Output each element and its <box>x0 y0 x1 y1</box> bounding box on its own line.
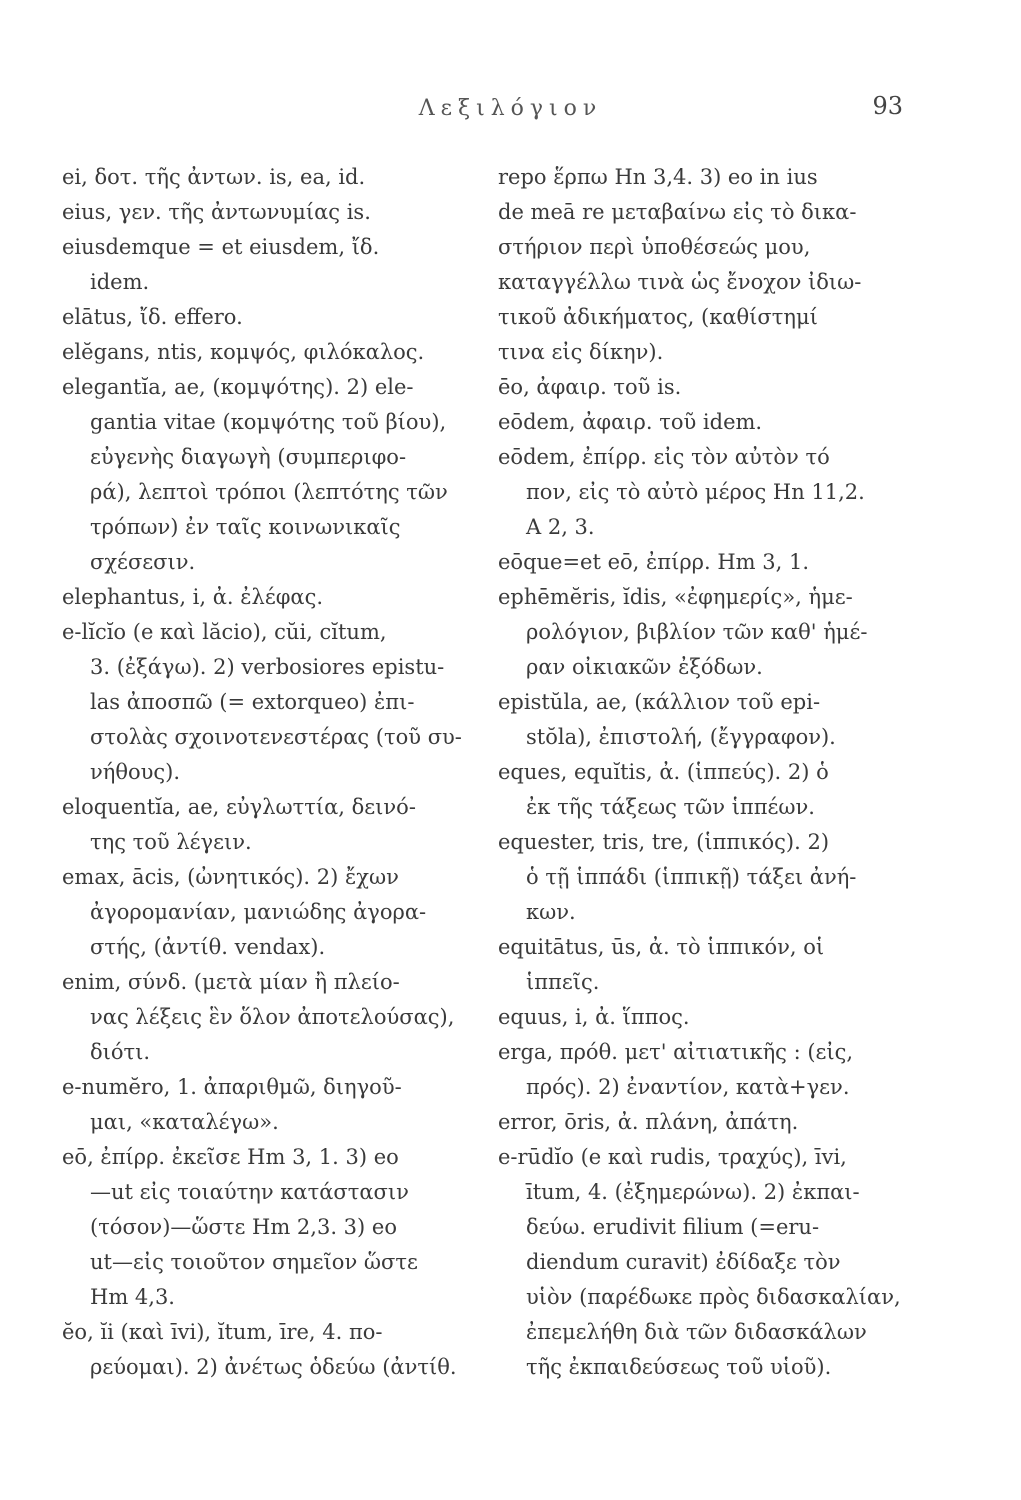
entry-line: epistŭla, ae, (κάλλιον τοῦ epi- <box>498 690 821 714</box>
entry-line: νας λέξεις ἓν ὅλον ἀποτελούσας), <box>90 1005 455 1029</box>
entry-line: eloquentĭa, ae, εὐγλωττία, δεινό- <box>62 795 416 819</box>
entry-line: ραν οἰκιακῶν ἐξόδων. <box>526 655 763 679</box>
entry-line: ρολόγιον, βιβλίον τῶν καθ' ἡμέ- <box>526 620 868 644</box>
entry-line: ἐκ τῆς τάξεως τῶν ἱππέων. <box>526 795 815 819</box>
entry-line: enim, σύνδ. (μετὰ μίαν ἢ πλείο- <box>62 970 400 994</box>
entry-line: elegantĭa, ae, (κομψότης). 2) ele- <box>62 375 414 399</box>
entry-line: καταγγέλλω τινὰ ὡς ἔνοχον ἰδιω- <box>498 270 862 294</box>
entry-line: eques, equĭtis, ἀ. (ἱππεύς). 2) ὁ <box>498 760 829 784</box>
entry-line: elātus, ἴδ. effero. <box>62 305 243 329</box>
entry-line: τινα εἰς δίκην). <box>498 340 664 364</box>
entry-line: (τόσον)—ὥστε Hm 2,3. 3) eo <box>90 1215 397 1239</box>
entry-line: A 2, 3. <box>526 515 595 539</box>
entry-line: της τοῦ λέγειν. <box>90 830 252 854</box>
entry-line: τρόπων) ἐν ταῖς κοινωνικαῖς <box>90 515 401 539</box>
entry-line: e-rūdĭo (e καὶ rudis, τραχύς), īvi, <box>498 1145 847 1169</box>
entry-line: 3. (ἐξάγω). 2) verbosiores epistu- <box>90 655 445 679</box>
entry-line: eō, ἐπίρρ. ἐκεῖσε Hm 3, 1. 3) eo <box>62 1145 399 1169</box>
entry-line: emax, ācis, (ὠνητικός). 2) ἔχων <box>62 865 399 889</box>
entry-line: ἱππεῖς. <box>526 970 600 994</box>
running-title: Λεξιλόγιον <box>418 96 603 121</box>
page-number: 93 <box>872 92 903 120</box>
entry-line: ĕo, ĭi (καὶ īvi), ĭtum, īre, 4. πο- <box>62 1320 383 1344</box>
entry-line: idem. <box>90 270 150 294</box>
entry-line: ītum, 4. (ἐξημερώνω). 2) ἐκπαι- <box>526 1180 860 1204</box>
entry-line: ἐπεμελήθη διὰ τῶν διδασκάλων <box>526 1320 867 1344</box>
entry-line: de meā re μεταβαίνω εἰς τὸ δικα- <box>498 200 857 224</box>
entry-line: Hm 4,3. <box>90 1285 175 1309</box>
entry-line: ἀγορομανίαν, μανιώδης ἀγορα- <box>90 900 427 924</box>
entry-line: ut—εἰς τοιοῦτον σημεῖον ὥστε <box>90 1250 418 1274</box>
entry-line: τικοῦ ἀδικήματος, (καθίστημί <box>498 305 818 329</box>
entry-line: elĕgans, ntis, κομψός, φιλόκαλος. <box>62 340 425 364</box>
entry-line: στήριον περὶ ὑποθέσεώς μου, <box>498 235 811 259</box>
entry-line: ei, δοτ. τῆς ἀντων. is, ea, id. <box>62 165 366 189</box>
entry-line: ὁ τῇ ἱππάδι (ἱππικῇ) τάξει ἀνή- <box>526 865 857 889</box>
entry-line: elephantus, i, ἀ. ἐλέφας. <box>62 585 324 609</box>
entry-line: e-numĕro, 1. ἀπαριθμῶ, διηγοῦ- <box>62 1075 402 1099</box>
entry-line: δεύω. erudivit filium (=eru- <box>526 1215 820 1239</box>
entry-line: —ut εἰς τοιαύτην κατάστασιν <box>90 1180 409 1204</box>
entry-line: erga, πρόθ. μετ' αἰτιατικῆς : (εἰς, <box>498 1040 854 1064</box>
entry-line: eius, γεν. τῆς ἀντωνυμίας is. <box>62 200 371 224</box>
entry-line: ρά), λεπτοὶ τρόποι (λεπτότης τῶν <box>90 480 448 504</box>
entry-line: equus, i, ἀ. ἵππος. <box>498 1005 690 1029</box>
entry-line: e-lĭcĭo (e καὶ lăcio), cŭi, cĭtum, <box>62 620 387 644</box>
entry-line: εὐγενὴς διαγωγὴ (συμπεριφο- <box>90 445 407 469</box>
right-column <box>498 160 918 1385</box>
entry-line: eōque=et eō, ἐπίρρ. Hm 3, 1. <box>498 550 810 574</box>
entry-line: eōdem, ἀφαιρ. τοῦ idem. <box>498 410 763 434</box>
entry-line: las ἀποσπῶ (= extorqueo) ἐπι- <box>90 690 415 714</box>
entry-line: διότι. <box>90 1040 151 1064</box>
entry-line: equester, tris, tre, (ἱππικός). 2) <box>498 830 830 854</box>
entry-line: eōdem, ἐπίρρ. εἰς τὸν αὐτὸν τό <box>498 445 830 469</box>
entry-line: τῆς ἐκπαιδεύσεως τοῦ υἱοῦ). <box>526 1355 832 1379</box>
entry-line: σχέσεσιν. <box>90 550 196 574</box>
entry-line: error, ōris, ἀ. πλάνη, ἀπάτη. <box>498 1110 799 1134</box>
entry-line: stŏla), ἐπιστολή, (ἔγγραφον). <box>526 725 836 749</box>
entry-line: equitātus, ūs, ἀ. τὸ ἱππικόν, οἱ <box>498 935 825 959</box>
entry-line: μαι, «καταλέγω». <box>90 1110 279 1134</box>
entry-line: ephēmĕris, ĭdis, «ἐφημερίς», ἡμε- <box>498 585 853 609</box>
entry-line: repo ἕρπω Hn 3,4. 3) eo in ius <box>498 165 818 189</box>
left-column <box>62 160 482 1385</box>
entry-line: στολὰς σχοινοτενεστέρας (τοῦ συ- <box>90 725 462 749</box>
entry-line: νήθους). <box>90 760 181 784</box>
entry-line: πρός). 2) ἐναντίον, κατὰ+γεν. <box>526 1075 850 1099</box>
entry-line: gantia vitae (κομψότης τοῦ βίου), <box>90 410 447 434</box>
entry-line: πον, εἰς τὸ αὐτὸ μέρος Hn 11,2. <box>526 480 865 504</box>
entry-line: diendum curavit) ἐδίδαξε τὸν <box>526 1250 841 1274</box>
entry-line: κων. <box>526 900 576 924</box>
entry-line: στής, (ἀντίθ. vendax). <box>90 935 326 959</box>
entry-line: υἱὸν (παρέδωκε πρὸς διδασκαλίαν, <box>526 1285 901 1309</box>
entry-line: ēo, ἀφαιρ. τοῦ is. <box>498 375 682 399</box>
entry-line: ρεύομαι). 2) ἀνέτως ὁδεύω (ἀντίθ. <box>90 1355 457 1379</box>
entry-line: eiusdemque = et eiusdem, ἴδ. <box>62 235 380 259</box>
